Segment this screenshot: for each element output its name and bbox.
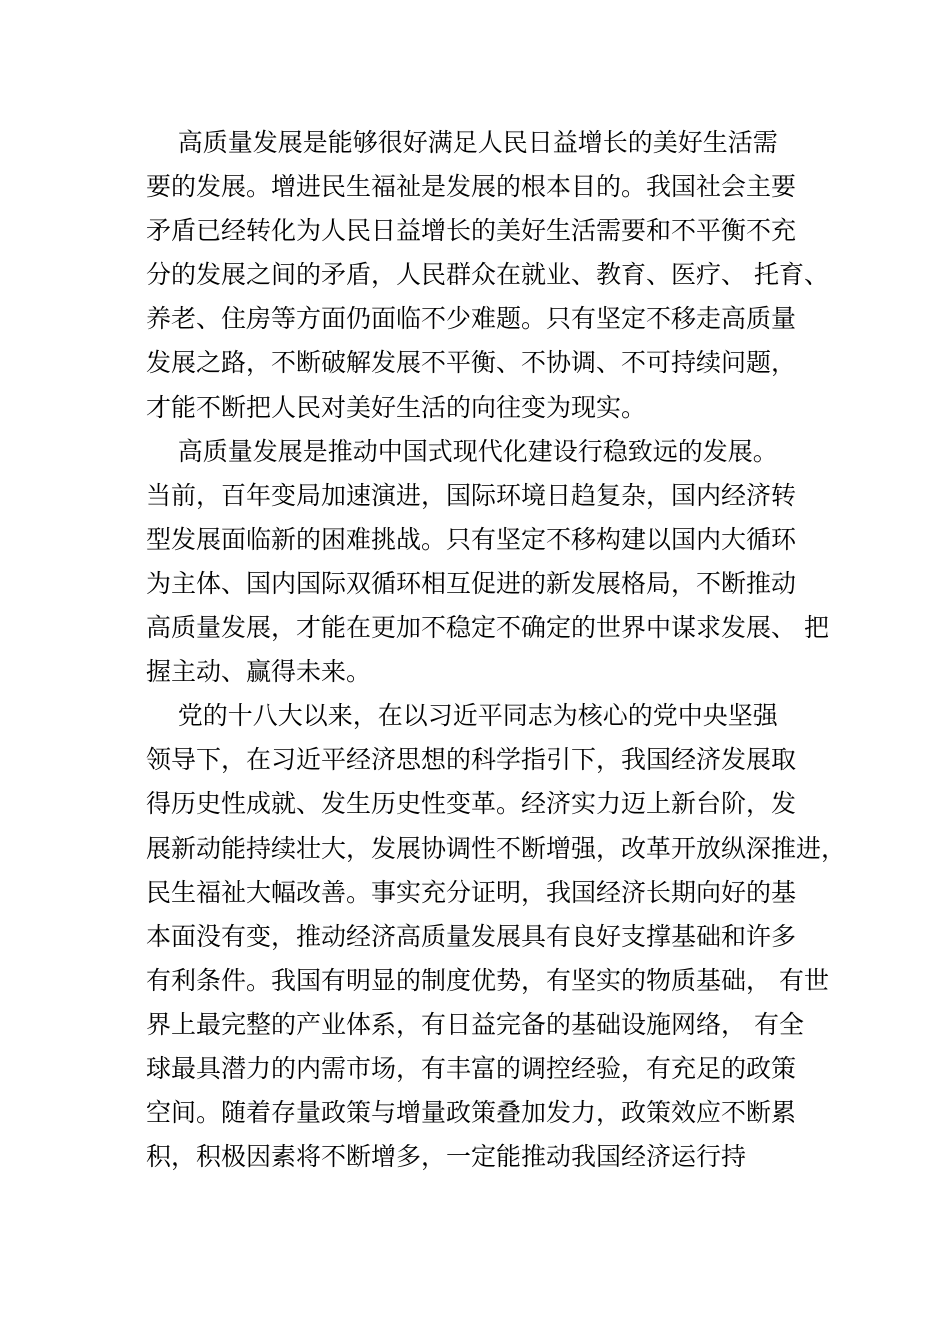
text-line: 高质量发展是推动中国式现代化建设行稳致远的发展。 [146,436,778,466]
text-line: 要的发展。增进民生福祉是发展的根本目的。我国社会主要 [146,172,797,202]
text-line: 领导下，在习近平经济思想的科学指引下，我国经济发展取 [146,745,797,775]
text-line: 球最具潜力的内需市场，有丰富的调控经验，有充足的政策 [146,1053,797,1083]
text-line: 为主体、国内国际双循环相互促进的新发展格局，不断推动 [146,568,797,598]
text-line: 当前，百年变局加速演进，国际环境日趋复杂，国内经济转 [146,480,797,510]
text-line: 发展之路，不断破解发展不平衡、不协调、不可持续问题， [146,348,797,378]
text-line: 民生福祉大幅改善。事实充分证明，我国经济长期向好的基 [146,877,797,907]
text-line: 党的十八大以来，在以习近平同志为核心的党中央坚强 [146,701,778,731]
text-line: 才能不断把人民对美好生活的向往变为现实。 [146,392,647,422]
text-line: 握主动、赢得未来。 [146,657,372,687]
paragraph-2 [146,430,846,695]
text-line: 养老、住房等方面仍面临不少难题。只有坚定不移走高质量 [146,304,797,334]
paragraph-3 [146,694,846,1179]
text-line: 矛盾已经转化为人民日益增长的美好生活需要和不平衡不充 [146,216,797,246]
text-line: 型发展面临新的困难挑战。只有坚定不移构建以国内大循环 [146,524,797,554]
text-line: 展新动能持续壮大，发展协调性不断增强，改革开放纵深推进， [146,833,847,863]
paragraph-1 [146,121,846,430]
text-line: 界上最完整的产业体系，有日益完备的基础设施网络， 有全 [146,1009,804,1039]
text-line: 空间。随着存量政策与增量政策叠加发力，政策效应不断累 [146,1098,797,1128]
text-line: 有利条件。我国有明显的制度优势，有坚实的物质基础， 有世 [146,965,829,995]
text-line: 得历史性成就、发生历史性变革。经济实力迈上新台阶，发 [146,789,797,819]
article-body [146,121,846,1179]
text-line: 积，积极因素将不断增多，一定能推动我国经济运行持 [146,1142,747,1172]
text-line: 分的发展之间的矛盾，人民群众在就业、教育、医疗、 托育、 [146,260,829,290]
text-line: 本面没有变，推动经济高质量发展具有良好支撑基础和许多 [146,921,797,951]
text-line: 高质量发展是能够很好满足人民日益增长的美好生活需 [146,128,778,157]
text-line: 高质量发展，才能在更加不稳定不确定的世界中谋求发展、 把 [146,613,829,643]
